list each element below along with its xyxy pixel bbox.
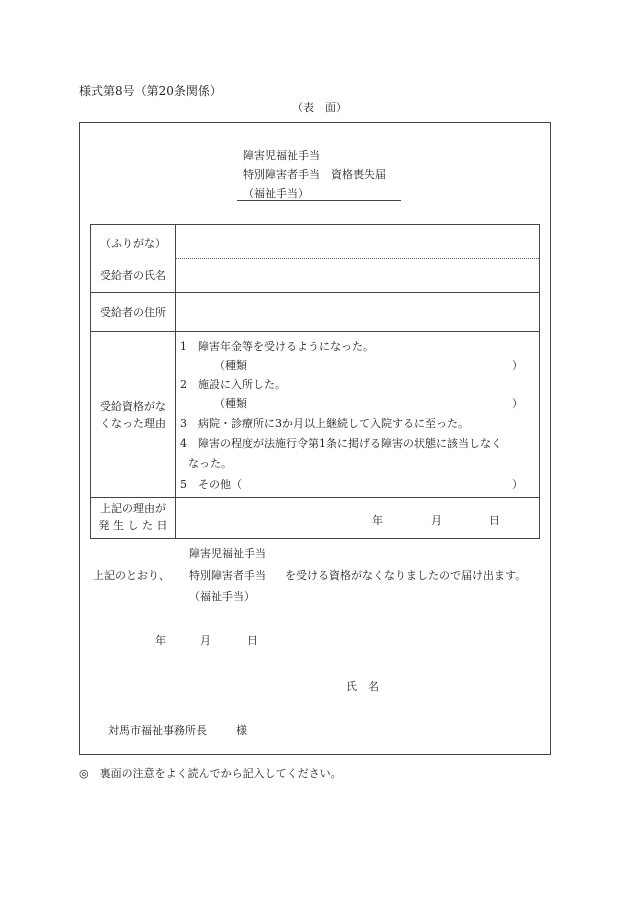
address-label: 受給者の住所: [100, 306, 166, 319]
addressee: 対馬市福祉事務所長: [108, 724, 207, 737]
address-field[interactable]: [177, 295, 537, 329]
furigana-separator: [175, 258, 539, 259]
reason-1-type: （種類: [214, 359, 247, 372]
date-year-unit: 年: [372, 514, 383, 527]
declaration-prefix: 上記のとおり、: [93, 569, 170, 582]
footnote: ◎ 裏面の注意をよく読んでから記入してください。: [79, 767, 342, 780]
row-line: [91, 292, 539, 293]
reason-5-close: ）: [512, 478, 523, 491]
submit-year-unit: 年: [155, 634, 166, 647]
furigana-field[interactable]: [177, 227, 537, 257]
reason-4-line1: 4 障害の程度が法施行令第1条に掲げる障害の状態に該当しなく: [180, 437, 502, 450]
row-line: [91, 331, 539, 332]
row-line: [91, 497, 539, 498]
reason-5: 5 その他（: [180, 478, 242, 491]
reason-2-type: （種類: [214, 397, 247, 410]
submit-day-unit: 日: [247, 634, 258, 647]
reason-2-close: ）: [512, 397, 523, 410]
name-field[interactable]: [177, 261, 537, 291]
reason-3: 3 病院・診療所に3か月以上継続して入院するに至った。: [180, 417, 469, 430]
name-label: 受給者の氏名: [100, 269, 166, 282]
allowance-1: 障害児福祉手当: [189, 547, 266, 560]
reason-2: 2 施設に入所した。: [180, 378, 286, 391]
honorific: 様: [236, 724, 247, 737]
reason-4-line2: なった。: [188, 457, 232, 470]
date-label-line1: 上記の理由が: [100, 502, 166, 515]
submit-month-unit: 月: [200, 634, 211, 647]
form-number: 様式第8号（第20条関係）: [79, 84, 222, 98]
title-line2: 特別障害者手当 資格喪失届: [243, 168, 386, 181]
date-day-unit: 日: [489, 514, 500, 527]
title-underline: [237, 200, 401, 201]
title-line3: （福祉手当）: [243, 187, 309, 200]
signature-name-label: 氏 名: [346, 680, 379, 693]
table-divider: [175, 225, 176, 538]
date-label-line2: 発 生 し た 日: [98, 519, 168, 532]
side-label: （表 面）: [292, 101, 347, 114]
title-line1: 障害児福祉手当: [243, 149, 320, 162]
reason-label-line1: 受給資格がな: [100, 400, 166, 413]
allowance-2: 特別障害者手当: [189, 569, 266, 582]
reason-1-close: ）: [512, 359, 523, 372]
date-month-unit: 月: [431, 514, 442, 527]
furigana-label: （ふりがな）: [100, 237, 166, 250]
info-table: [90, 224, 540, 539]
reason-1: 1 障害年金等を受けるようになった。: [180, 340, 374, 353]
reason-label-line2: くなった理由: [100, 417, 166, 430]
allowance-3: （福祉手当）: [189, 590, 255, 603]
declaration-suffix: を受ける資格がなくなりましたので届け出ます。: [285, 569, 527, 582]
